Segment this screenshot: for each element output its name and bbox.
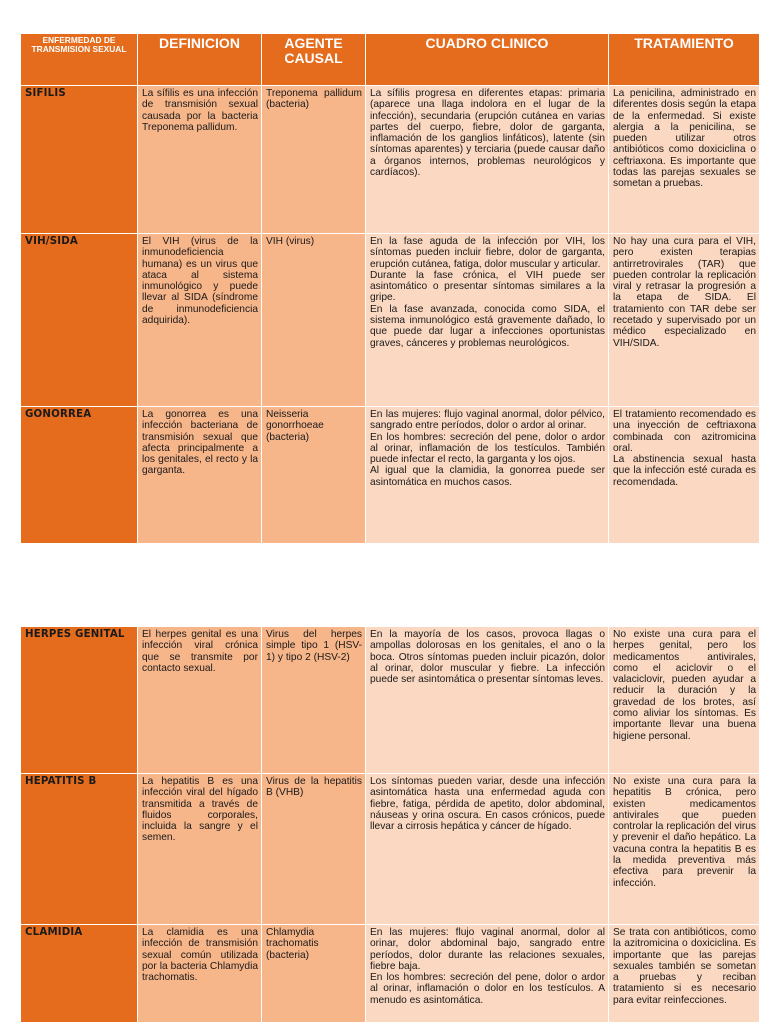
agent-cell: Virus de la hepatitis B (VHB) xyxy=(262,774,366,925)
table-row xyxy=(21,407,760,544)
table-row xyxy=(21,774,760,925)
treatment-cell: Se trata con antibióticos, como la azitromicina o doxiciclina. Es importante que las parejas sexuales también se sometan a pruebas y reciban tratamiento si es necesario para evitar reinfecciones. xyxy=(609,925,760,1023)
table-row xyxy=(21,86,760,234)
clinical-cell: En la fase aguda de la infección por VIH, los síntomas pueden incluir fiebre, dolor de garganta, erupción cutánea, fatiga, dolor muscular y articular. Durante la fase crónica, el VIH puede ser asintomático o presentar síntomas similares a la gripe. En la fase avanzada, conocida como SIDA, el sistema inmunológico está gravemente dañado, lo que puede dar lugar a infecciones oportunistas graves, cánceres y problemas neurológicos. xyxy=(366,234,609,407)
disease-name: HEPATITIS B xyxy=(21,774,138,925)
header-agent: AGENTE CAUSAL xyxy=(262,34,366,86)
agent-cell: VIH (virus) xyxy=(262,234,366,407)
disease-name: HERPES GENITAL xyxy=(21,627,138,774)
clinical-cell: En las mujeres: flujo vaginal anormal, dolor al orinar, dolor abdominal bajo, sangrado entre períodos, dolor durante las relaciones sexuales, fiebre baja. En los hombres: secreción del pene, dolor o ardor al orinar, inflamación o dolor en los testículos. A menudo es asintomática. xyxy=(366,925,609,1023)
definition-cell: La clamidia es una infección de transmisión sexual común utilizada por la bacteria Chlamydia trachomatis. xyxy=(138,925,262,1023)
disease-name: GONORREA xyxy=(21,407,138,544)
clinical-cell: En las mujeres: flujo vaginal anormal, dolor pélvico, sangrado entre períodos, dolor o ardor al orinar. En los hombres: secreción del pene, dolor o ardor al orinar, inflamación de los testículos. También puede infectar el recto, la garganta y los ojos. Al igual que la clamidia, la gonorrea puede ser asintomática en muchos casos. xyxy=(366,407,609,544)
treatment-cell: El tratamiento recomendado es una inyección de ceftriaxona combinada con azitromicina oral. La abstinencia sexual hasta que la infección esté curada es recomendada. xyxy=(609,407,760,544)
sti-table-bottom xyxy=(20,626,760,1023)
agent-cell: Chlamydia trachomatis (bacteria) xyxy=(262,925,366,1023)
clinical-cell: La sífilis progresa en diferentes etapas: primaria (aparece una llaga indolora en el lugar de la infección), secundaria (erupción cutánea en varias partes del cuerpo, fiebre, dolor de garganta, inflamación de los ganglios linfáticos), latente (sin síntomas aparentes) y terciaria (puede causar daño a órganos internos, problemas neurológicos y cardíacos). xyxy=(366,86,609,234)
definition-cell: El herpes genital es una infección viral crónica que se transmite por contacto sexual. xyxy=(138,627,262,774)
agent-cell: Treponema pallidum (bacteria) xyxy=(262,86,366,234)
disease-name: SIFILIS xyxy=(21,86,138,234)
header-clinical: CUADRO CLINICO xyxy=(366,34,609,86)
agent-cell: Neisseria gonorrhoeae (bacteria) xyxy=(262,407,366,544)
treatment-cell: No hay una cura para el VIH, pero existen terapias antirretrovirales (TAR) que pueden controlar la replicación viral y retrasar la progresión a la etapa de SIDA. El tratamiento con TAR debe ser recetado y supervisado por un médico especializado en VIH/SIDA. xyxy=(609,234,760,407)
agent-cell: Virus del herpes simple tipo 1 (HSV-1) y tipo 2 (HSV-2) xyxy=(262,627,366,774)
definition-cell: La sífilis es una infección de transmisión sexual causada por la bacteria Treponema pallidum. xyxy=(138,86,262,234)
table-row xyxy=(21,925,760,1023)
table-row xyxy=(21,234,760,407)
disease-name: CLAMIDIA xyxy=(21,925,138,1023)
header-disease: ENFERMEDAD DE TRANSMISION SEXUAL xyxy=(21,34,138,86)
treatment-cell: No existe una cura para la hepatitis B crónica, pero existen medicamentos antivirales que pueden controlar la replicación del virus y prevenir el daño hepático. La vacuna contra la hepatitis B es la medida preventiva más efectiva para prevenir la infección. xyxy=(609,774,760,925)
clinical-cell: Los síntomas pueden variar, desde una infección asintomática hasta una enfermedad aguda con fiebre, fatiga, pérdida de apetito, dolor abdominal, náuseas y orina oscura. En casos crónicos, puede llevar a cirrosis hepática y cáncer de hígado. xyxy=(366,774,609,925)
header-treatment: TRATAMIENTO xyxy=(609,34,760,86)
definition-cell: El VIH (virus de la inmunodeficiencia humana) es un virus que ataca al sistema inmunológico y puede llevar al SIDA (síndrome de inmunodeficiencia adquirida). xyxy=(138,234,262,407)
table-row xyxy=(21,627,760,774)
disease-name: VIH/SIDA xyxy=(21,234,138,407)
definition-cell: La gonorrea es una infección bacteriana de transmisión sexual que afecta principalmente a los genitales, el recto y la garganta. xyxy=(138,407,262,544)
treatment-cell: La penicilina, administrado en diferentes dosis según la etapa de la enfermedad. Si existe alergia a la penicilina, se pueden utilizar otros antibióticos como doxiciclina o ceftriaxona. Es importante que todas las parejas sexuales se sometan a pruebas. xyxy=(609,86,760,234)
clinical-cell: En la mayoría de los casos, provoca llagas o ampollas dolorosas en los genitales, el ano o la boca. Otros síntomas pueden incluir picazón, dolor al orinar, dolor muscular y fiebre. La infección puede ser asintomática o presentar síntomas leves. xyxy=(366,627,609,774)
definition-cell: La hepatitis B es una infección viral del hígado transmitida a través de fluidos corporales, incluida la sangre y el semen. xyxy=(138,774,262,925)
treatment-cell: No existe una cura para el herpes genital, pero los medicamentos antivirales, como el aciclovir o el valaciclovir, pueden ayudar a reducir la duración y la gravedad de los brotes, así como aliviar los síntomas. Es importante llevar una buena higiene personal. xyxy=(609,627,760,774)
sti-table-top xyxy=(20,33,760,544)
header-definition: DEFINICION xyxy=(138,34,262,86)
header-row xyxy=(21,34,760,86)
